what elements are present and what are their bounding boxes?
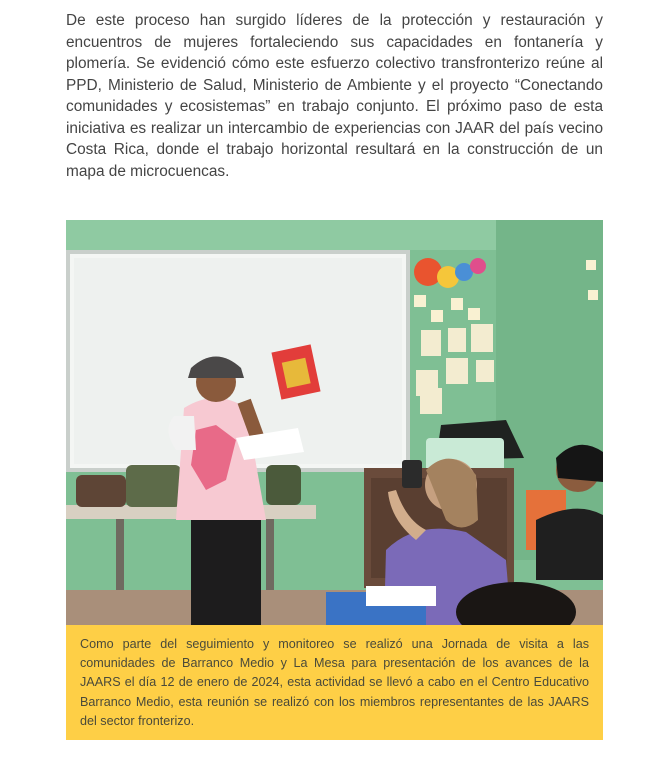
bag: [76, 475, 126, 507]
photo-caption: Como parte del seguimiento y monitoreo se realizó una Jornada de visita a las comunidades de Barranco Medio y La Mesa para presentación de los avances de la JAARS el día 12 de enero de 2024, esta actividad se llevó a cabo en el Centro Educativo Barranco Medio, esta reunión se realizó con los miembros representantes de las JAARS del sector fronterizo.: [80, 637, 589, 728]
classroom-scene: [66, 220, 603, 625]
article-paragraph: De este proceso han surgido líderes de la protección y restauración y encuentros de mujeres fortaleciendo sus capacidades en fontanería y plomería. Se evidenció cómo este esfuerzo colectivo transfronterizo reúne al PPD, Ministerio de Salud, Ministerio de Ambiente y el proyecto “Conectando comunidades y ecosistemas” en trabajo conjunto. El próximo paso de esta iniciativa es realizar un intercambio de experiencias con JAAR del país vecino Costa Rica, donde el trabajo horizontal resultará en la construcción de un mapa de microcuencas.: [66, 12, 603, 180]
bag: [266, 465, 301, 505]
phone: [402, 460, 422, 488]
paper-on-desk: [366, 586, 436, 606]
photo-figure: [66, 220, 603, 740]
classroom-photo: [66, 220, 603, 625]
caption-box: [66, 625, 603, 740]
bag: [126, 465, 181, 507]
